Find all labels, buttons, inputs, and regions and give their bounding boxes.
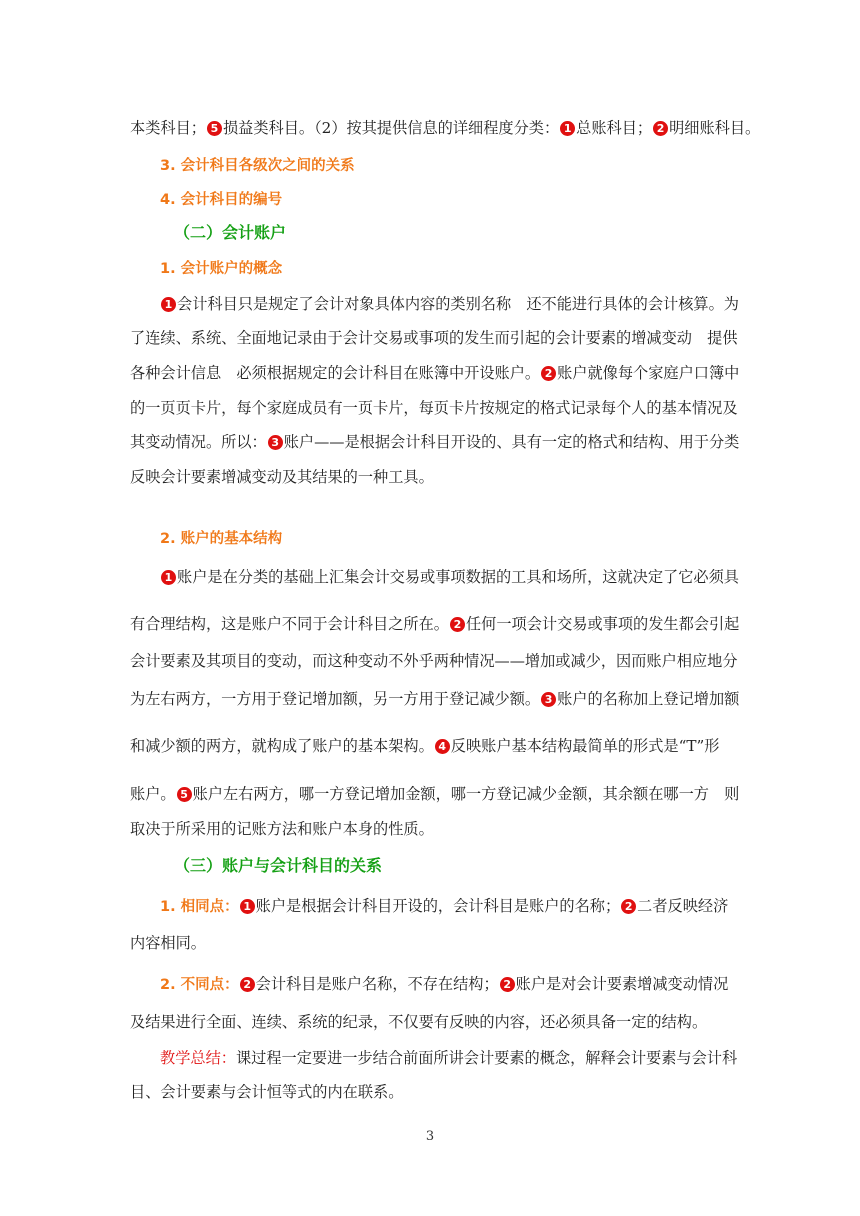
circled-number-icon: 5	[207, 121, 222, 136]
circled-number-icon: 2	[240, 977, 255, 992]
text-run: 反映账户基本结构最简单的形式是“T”形	[450, 737, 720, 755]
text-run: 明细账科目。	[669, 119, 761, 137]
text-run: 各种会计信息 必须根据规定的会计科目在账簿中开设账户。	[130, 364, 541, 382]
text-run: 为左右两方，一方用于登记增加额，另一方用于登记减少额。	[130, 690, 541, 708]
text-run: 账户是根据会计科目开设的，会计科目是账户的名称；	[255, 897, 621, 915]
text-run: 和减少额的两方，就构成了账户的基本架构。	[130, 737, 434, 755]
text-run: 其变动情况。所以：	[130, 433, 267, 451]
text-run: 账户。	[130, 785, 176, 803]
label-run: 2. 不同点：	[160, 977, 239, 993]
text-run: 损益类科目。（2）按其提供信息的详细程度分类：	[222, 119, 560, 137]
circled-number-icon: 4	[435, 739, 450, 754]
body-line	[130, 613, 740, 635]
text-run: 账户的名称加上登记增加额	[557, 690, 740, 708]
section-heading: （三）账户与会计科目的关系	[174, 856, 383, 875]
body-line	[130, 431, 740, 453]
body-line: 的一页页卡片，每个家庭成员有一页卡片，每页卡片按规定的格式记录每个人的基本情况及	[130, 399, 738, 417]
text-run: 会计科目只是规定了会计对象具体内容的类别名称 还不能进行具体的会计核算。为	[177, 295, 739, 313]
text-run: 本类科目；	[130, 119, 206, 137]
circled-number-icon: 3	[541, 692, 556, 707]
body-line: 目、会计要素与会计恒等式的内在联系。	[130, 1083, 404, 1101]
text-run: 课过程一定要进一步结合前面所讲会计要素的概念，解释会计要素与会计科	[235, 1049, 738, 1067]
subheading: 1. 会计账户的概念	[160, 261, 283, 277]
circled-number-icon: 2	[541, 366, 556, 381]
body-line	[130, 362, 740, 384]
body-line	[130, 783, 740, 805]
label-run: 教学总结：	[160, 1049, 236, 1067]
circled-number-icon: 5	[177, 787, 192, 802]
body-line	[160, 293, 760, 315]
circled-number-icon: 2	[450, 617, 465, 632]
body-line	[160, 1047, 760, 1069]
body-line: 内容相同。	[130, 934, 206, 952]
text-run: 有合理结构，这是账户不同于会计科目之所在。	[130, 615, 449, 633]
text-run: 账户就像每个家庭户口簿中	[557, 364, 740, 382]
subheading: 2. 账户的基本结构	[160, 531, 283, 547]
subheading: 4. 会计科目的编号	[160, 192, 283, 208]
subheading: 3. 会计科目各级次之间的关系	[160, 158, 355, 174]
page-number: 3	[425, 1129, 435, 1144]
circled-number-icon: 1	[161, 297, 176, 312]
text-run: 账户是对会计要素增减变动情况	[515, 975, 729, 993]
body-line: 反映会计要素增减变动及其结果的一种工具。	[130, 468, 434, 486]
body-line: 取决于所采用的记账方法和账户本身的性质。	[130, 820, 434, 838]
body-line	[130, 735, 730, 757]
circled-number-icon: 1	[560, 121, 575, 136]
circled-number-icon: 3	[268, 435, 283, 450]
section-heading: （二）会计账户	[174, 223, 287, 242]
body-line: 会计要素及其项目的变动，而这种变动不外乎两种情况——增加或减少，因而账户相应地分	[130, 652, 738, 670]
body-line	[130, 117, 761, 139]
text-run: 会计科目是账户名称，不存在结构；	[255, 975, 499, 993]
body-line	[160, 566, 760, 588]
text-run: 账户——是根据会计科目开设的、具有一定的格式和结构、用于分类	[283, 433, 740, 451]
text-run: 账户是在分类的基础上汇集会计交易或事项数据的工具和场所，这就决定了它必须具	[177, 568, 739, 586]
body-line: 及结果进行全面、连续、系统的纪录，不仅要有反映的内容，还必须具备一定的结构。	[130, 1013, 708, 1031]
body-line	[130, 688, 740, 710]
label-run: 1. 相同点：	[160, 899, 239, 915]
circled-number-icon: 2	[653, 121, 668, 136]
body-line: 了连续、系统、全面地记录由于会计交易或事项的发生而引起的会计要素的增减变动 提供	[130, 329, 738, 347]
circled-number-icon: 2	[500, 977, 515, 992]
text-run: 总账科目；	[576, 119, 653, 137]
circled-number-icon: 2	[621, 899, 636, 914]
text-run: 二者反映经济	[637, 897, 729, 915]
circled-number-icon: 1	[161, 570, 176, 585]
circled-number-icon: 1	[240, 899, 255, 914]
body-line	[160, 895, 760, 918]
text-run: 任何一项会计交易或事项的发生都会引起	[465, 615, 740, 633]
text-run: 账户左右两方，哪一方登记增加金额，哪一方登记减少金额，其余额在哪一方 则	[192, 785, 740, 803]
body-line	[160, 973, 760, 996]
